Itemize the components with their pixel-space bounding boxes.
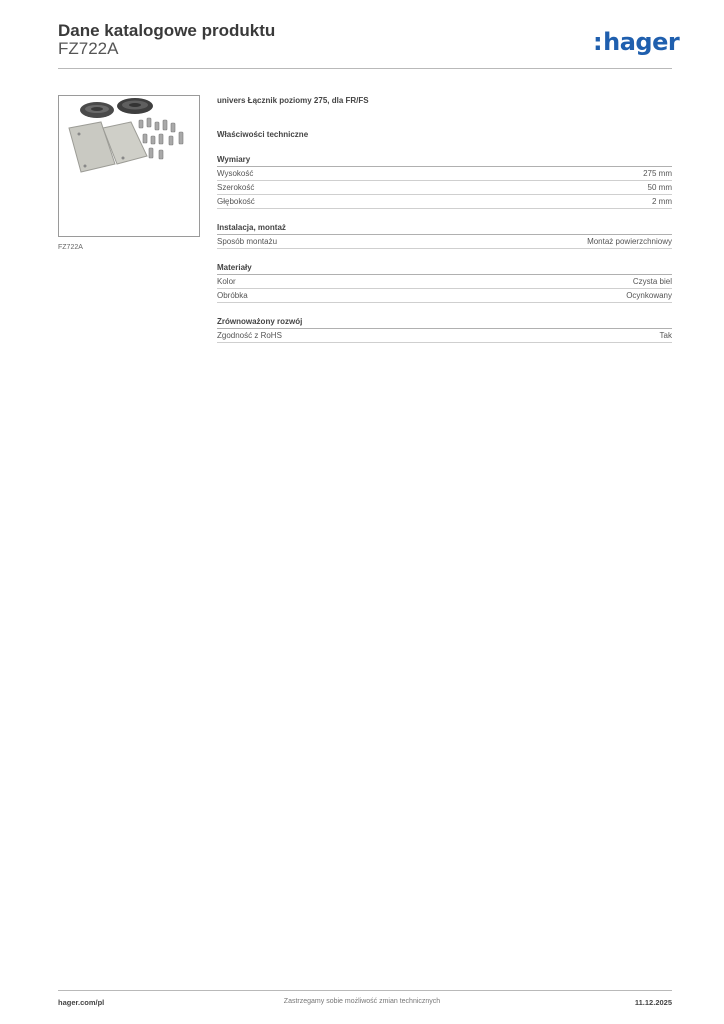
section-materials	[217, 262, 672, 303]
row-label: Kolor	[217, 277, 236, 286]
row-value: Ocynkowany	[626, 291, 672, 300]
header-divider	[58, 68, 672, 69]
product-illustration	[59, 96, 199, 236]
footer-date: 11.12.2025	[634, 998, 672, 1007]
row-value: 2 mm	[652, 197, 672, 206]
row-value: Montaż powierzchniowy	[587, 237, 672, 246]
section-title: Zrównoważony rozwój	[217, 316, 672, 329]
section-title: Wymiary	[217, 154, 672, 167]
row-label: Szerokość	[217, 183, 255, 192]
section-title: Instalacja, montaż	[217, 222, 672, 235]
table-row	[217, 181, 672, 195]
row-value: 50 mm	[647, 183, 672, 192]
row-label: Zgodność z RoHS	[217, 331, 282, 340]
row-value: Czysta biel	[632, 277, 672, 286]
row-value: Tak	[659, 331, 672, 340]
row-label: Wysokość	[217, 169, 254, 178]
footer-website-link[interactable]: hager.com/pl	[58, 998, 105, 1007]
section-sustainability	[217, 316, 672, 343]
table-row	[217, 289, 672, 303]
table-row	[217, 167, 672, 181]
row-label: Sposób montażu	[217, 237, 278, 246]
table-row	[217, 275, 672, 289]
product-details	[217, 95, 672, 343]
section-installation	[217, 222, 672, 249]
section-title: Materiały	[217, 262, 672, 275]
footer-disclaimer: Zastrzegamy sobie możliwość zmian technicznych	[283, 998, 441, 1005]
logo-text: hager	[603, 28, 680, 56]
table-row	[217, 235, 672, 249]
row-value: 275 mm	[643, 169, 672, 178]
product-name: univers Łącznik poziomy 275, dla FR/FS	[217, 96, 369, 105]
product-code-subtitle: FZ722A	[58, 39, 119, 58]
row-label: Głębokość	[217, 197, 255, 206]
technical-properties-heading: Właściwości techniczne	[217, 130, 309, 139]
table-row	[217, 195, 672, 209]
image-caption: FZ722A	[58, 244, 83, 251]
row-label: Obróbka	[217, 291, 248, 300]
table-row	[217, 329, 672, 343]
section-dimensions	[217, 154, 672, 209]
product-image	[58, 95, 200, 237]
page-title: Dane katalogowe produktu	[58, 21, 276, 40]
logo-colon-mark: :	[593, 28, 603, 56]
hager-logo[interactable]	[593, 29, 679, 55]
footer-divider	[58, 990, 672, 991]
